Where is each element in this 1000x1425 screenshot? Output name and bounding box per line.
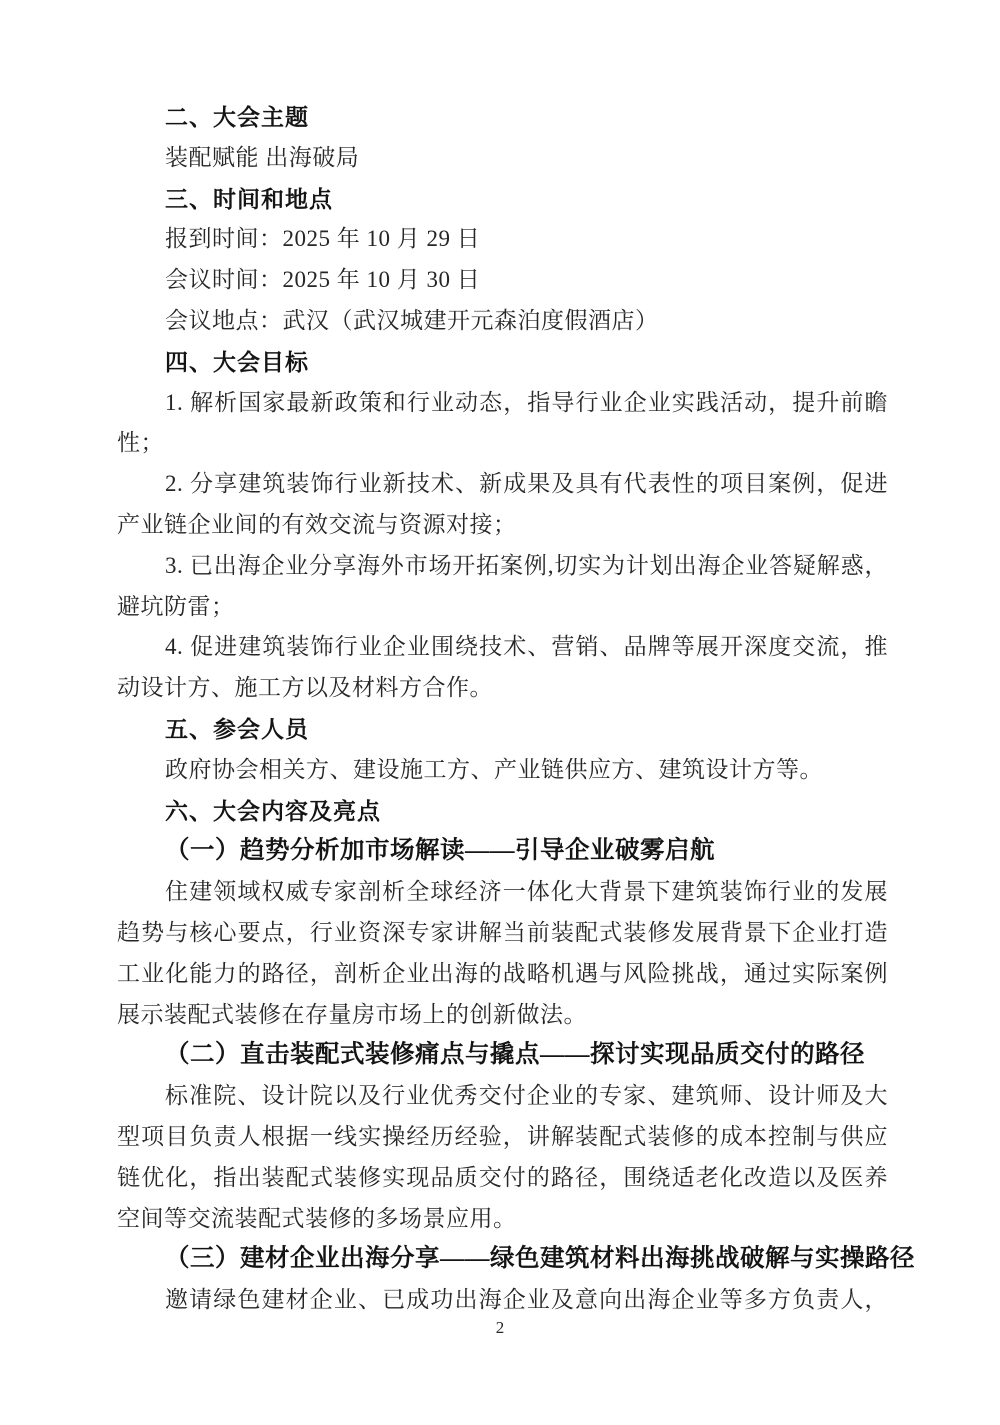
body-line: 邀请绿色建材企业、已成功出海企业及意向出海企业等多方负责人，: [165, 1287, 888, 1313]
page-number: 2: [495, 1318, 505, 1337]
body-line: 政府协会相关方、建设施工方、产业链供应方、建筑设计方等。: [165, 756, 823, 782]
body-line: 产业链企业间的有效交流与资源对接；: [117, 511, 517, 537]
body-line: 动设计方、施工方以及材料方合作。: [117, 675, 493, 701]
body-line: 标准院、设计院以及行业优秀交付企业的专家、建筑师、设计师及大: [165, 1083, 888, 1109]
body-line: 空间等交流装配式装修的多场景应用。: [117, 1205, 517, 1231]
section-heading: 六、大会内容及亮点: [165, 797, 381, 824]
subsection-heading: （二）直击装配式装修痛点与撬点——探讨实现品质交付的路径: [165, 1041, 865, 1069]
body-line: 会议时间：2025 年 10 月 30 日: [165, 267, 481, 293]
body-line: 1. 解析国家最新政策和行业动态，指导行业企业实践活动，提升前瞻: [165, 389, 888, 415]
section-heading: 三、时间和地点: [165, 185, 333, 212]
section-heading: 四、大会目标: [165, 348, 309, 375]
body-line: 展示装配式装修在存量房市场上的创新做法。: [117, 1001, 587, 1027]
body-line: 4. 促进建筑装饰行业企业围绕技术、营销、品牌等展开深度交流，推: [165, 634, 888, 660]
section-heading: 五、参会人员: [165, 715, 309, 742]
body-line: 趋势与核心要点，行业资深专家讲解当前装配式装修发展背景下企业打造: [117, 919, 888, 945]
body-line: 工业化能力的路径，剖析企业出海的战略机遇与风险挑战，通过实际案例: [117, 960, 888, 986]
body-line: 会议地点：武汉（武汉城建开元森泊度假酒店）: [165, 307, 659, 333]
body-line: 报到时间：2025 年 10 月 29 日: [165, 226, 481, 252]
section-heading: 二、大会主题: [165, 104, 309, 130]
document-body: [117, 97, 915, 1321]
subsection-heading: （一）趋势分析加市场解读——引导企业破雾启航: [165, 837, 715, 865]
body-line: 避坑防雷；: [117, 593, 235, 619]
body-line: 装配赋能 出海破局: [165, 144, 360, 170]
body-line: 链优化，指出装配式装修实现品质交付的路径，围绕适老化改造以及医养: [117, 1164, 888, 1190]
body-line: 3. 已出海企业分享海外市场开拓案例,切实为计划出海企业答疑解惑，: [165, 552, 888, 578]
body-line: 2. 分享建筑装饰行业新技术、新成果及具有代表性的项目案例，促进: [165, 471, 888, 497]
body-line: 性；: [117, 430, 164, 456]
body-line: 型项目负责人根据一线实操经历经验，讲解装配式装修的成本控制与供应: [117, 1123, 888, 1149]
subsection-heading: （三）建材企业出海分享——绿色建筑材料出海挑战破解与实操路径: [165, 1245, 915, 1273]
body-line: 住建领域权威专家剖析全球经济一体化大背景下建筑装饰行业的发展: [165, 879, 888, 905]
